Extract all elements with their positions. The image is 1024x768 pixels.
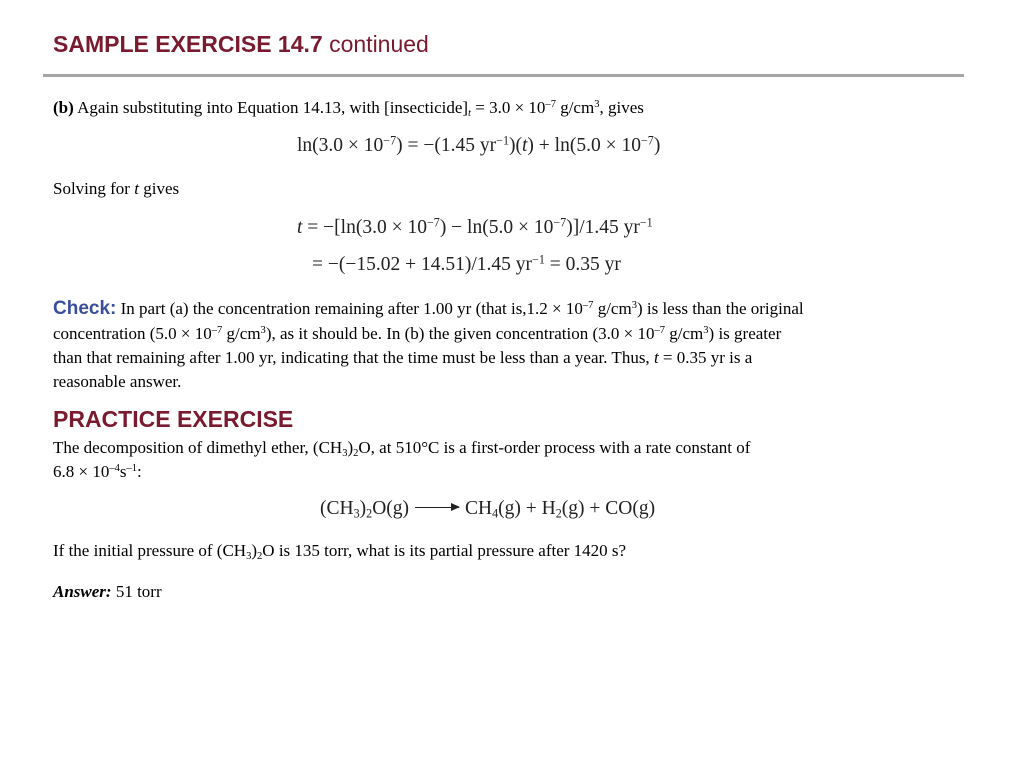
check-label: Check: [53, 298, 117, 319]
title-main: SAMPLE EXERCISE 14.7 [53, 31, 323, 57]
reaction-equation: $(CH_3)_2O(g) CH_4(g) + H_2(g) + CO(g)$ [320, 498, 656, 521]
practice-line-1: The decomposition of dimethyl ether, $(CH_3)_2O$, at 510°C is a first-order process with a rate constant of [53, 438, 751, 460]
part-b-text: (b) Again substituting into Equation 14.13, with $[insecticide]_t = 3.0 \times 10^{-7}$ $g/cm^3$, gives [53, 98, 644, 120]
equation-2-line-2: = −(−15.02 + 14.51)/1.45 $yr^{-1} = 0.35$ yr [312, 252, 621, 275]
check-line-2: concentration ($5.0 \times 10^{-7}$ $g/cm^3$), as it should be. In (b) the given concentration ($3.0 \times 10^{-7}$ $g/cm^3$) is greater [53, 324, 782, 343]
equation-2-line-1: $t = -[\ln(3.0 \times 10^{-7}) - \ln(5.0 \times 10^{-7})]/1.45$ $yr^{-1}$ [297, 215, 653, 238]
practice-line-2: $6.8 \times 10^{-4}s^{-1}$: [53, 462, 142, 481]
question-text: If the initial pressure of $(CH_3)_2O$ is 135 torr, what is its partial pressure after 1420 s? [53, 541, 627, 563]
equation-1: $\ln(3.0 \times 10^{-7}) = -(1.45$ $yr^{-1})(t) + \ln(5.0 \times 10^{-7})$ [297, 133, 661, 156]
check-line-1: Check: In part (a) the concentration remaining after 1.00 yr (that $is,1.2 \times 10^{-7}$ $g/cm^3$) is less than the original [53, 298, 804, 319]
part-b-label: (b) [53, 98, 74, 117]
reaction-arrow-icon [415, 507, 459, 508]
check-line-4: reasonable answer. [53, 372, 182, 391]
check-line-3: than that remaining after 1.00 yr, indicating that the time must be less than a year. Thus, t = 0.35 yr is a [53, 348, 753, 367]
page-title [53, 31, 429, 58]
answer-label: Answer: [53, 582, 112, 601]
answer-value: 51 torr [111, 582, 162, 601]
title-continued: continued [329, 31, 429, 57]
title-divider [43, 74, 964, 77]
answer-text [53, 580, 162, 604]
practice-heading: PRACTICE EXERCISE [53, 406, 294, 432]
solving-text: Solving for t gives [53, 179, 180, 198]
